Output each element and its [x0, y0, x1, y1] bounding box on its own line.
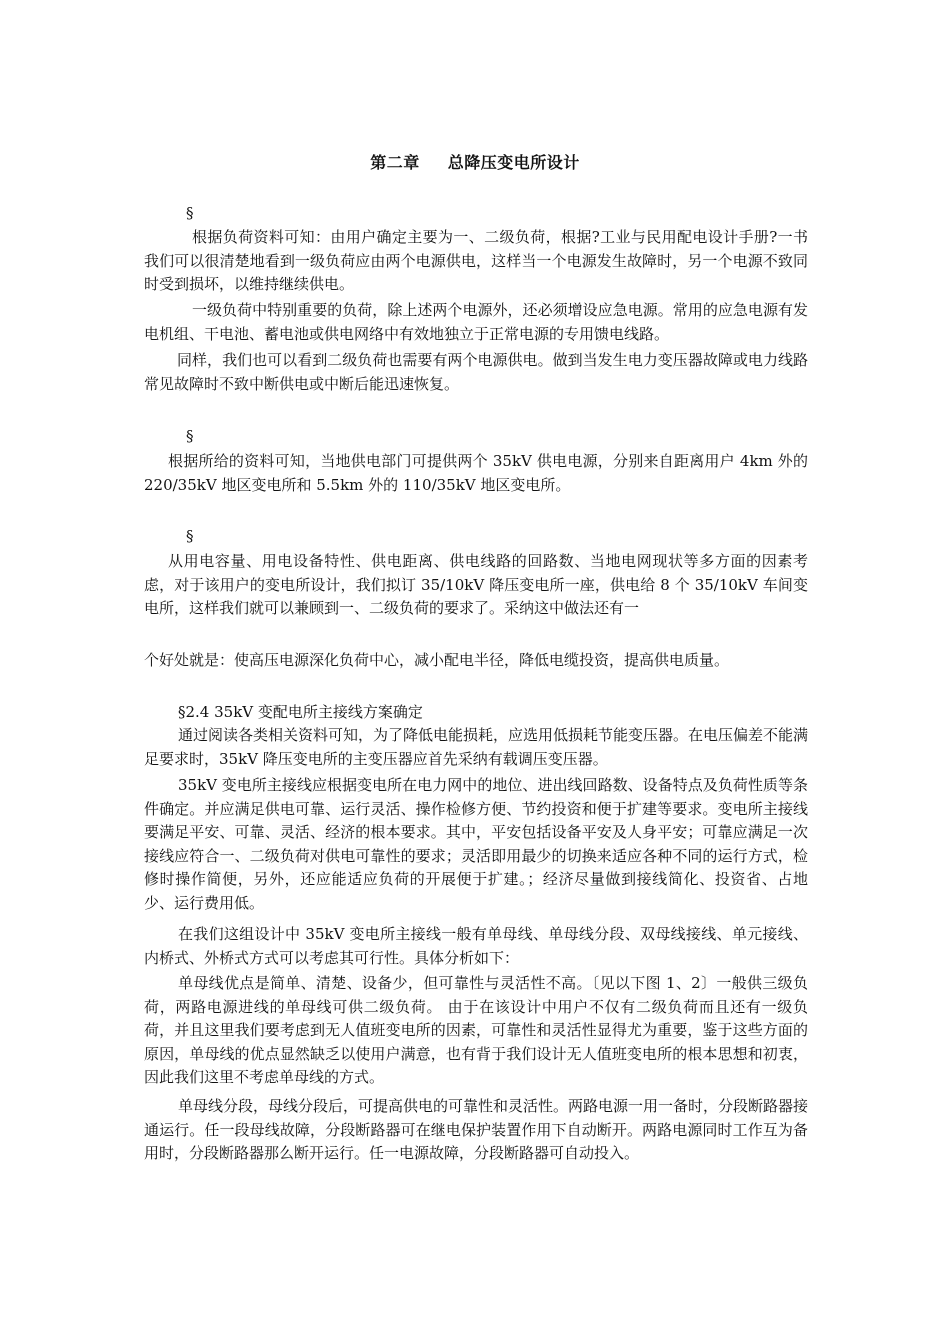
section-mark-1: §	[186, 204, 194, 222]
section-2-paragraph-1: 根据所给的资料可知，当地供电部门可提供两个 35kV 供电电源，分别来自距离用户 4km 外的 220/35kV 地区变电所和 5.5km 外的 110/35kV 地区变电所。	[144, 452, 808, 494]
section-mark-2: §	[186, 427, 194, 445]
section-3-paragraph-2: 个好处就是：使高压电源深化负荷中心，减小配电半径，降低电缆投资，提高供电质量。	[144, 651, 730, 669]
section-4-paragraph-4: 单母线优点是简单、清楚、设备少，但可靠性与灵活性不高。〔见以下图 1、2〕一般供三级负荷，两路电源进线的单母线可供二级负荷。 由于在该设计中用户不仅有二级负荷而且还有一级负荷，并且这里我们要考虑到无人值班变电所的因素，可靠性和灵活性显得尤为重要，鉴于这些方面的原因，单母线的优点显然缺乏以使用户满意，也有背于我们设计无人值班变电所的根本思想和初衷，因此我们这里不考虑单母线的方式。	[144, 974, 808, 1086]
section-1-paragraph-3: 同样，我们也可以看到二级负荷也需要有两个电源供电。做到当发生电力变压器故障或电力线路常见故障时不致中断供电或中断后能迅速恢复。	[144, 351, 808, 393]
section-1-paragraph-2: 一级负荷中特别重要的负荷，除上述两个电源外，还必须增设应急电源。常用的应急电源有发电机组、干电池、蓄电池或供电网络中有效地独立于正常电源的专用馈电线路。	[144, 301, 808, 343]
section-1-paragraph-1: 根据负荷资料可知：由用户确定主要为一、二级负荷，根据?工业与民用配电设计手册?一书我们可以很清楚地看到一级负荷应由两个电源供电，这样当一个电源发生故障时，另一个电源不致同时受到损坏，以维持继续供电。	[144, 228, 808, 293]
chapter-name: 总降压变电所设计	[447, 153, 580, 172]
chapter-title	[0, 150, 950, 173]
section-4-paragraph-5: 单母线分段，母线分段后，可提高供电的可靠性和灵活性。两路电源一用一备时，分段断路器接通运行。任一段母线故障，分段断路器可在继电保护装置作用下自动断开。两路电源同时工作互为备用时，分段断路器那么断开运行。任一电源故障，分段断路器可自动投入。	[144, 1097, 809, 1162]
section-heading-2-4: §2.4 35kV 变配电所主接线方案确定	[178, 703, 423, 721]
section-4-paragraph-2: 35kV 变电所主接线应根据变电所在电力网中的地位、进出线回路数、设备特点及负荷性质等条件确定。并应满足供电可靠、运行灵活、操作检修方便、节约投资和便于扩建等要求。变电所主接线要满足平安、可靠、灵活、经济的根本要求。其中，平安包括设备平安及人身平安；可靠应满足一次接线应符合一、二级负荷对供电可靠性的要求；灵活即用最少的切换来适应各种不同的运行方式，检修时操作简便，另外，还应能适应负荷的开展便于扩建。；经济尽量做到接线简化、投资省、占地少、运行费用低。	[144, 776, 808, 912]
section-4-paragraph-3: 在我们这组设计中 35kV 变电所主接线一般有单母线、单母线分段、双母线接线、单元接线、内桥式、外桥式方式可以考虑其可行性。具体分析如下：	[144, 925, 808, 967]
section-4-paragraph-1: 通过阅读各类相关资料可知，为了降低电能损耗，应选用低损耗节能变压器。在电压偏差不能满足要求时，35kV 降压变电所的主变压器应首先采纳有载调压变压器。	[144, 726, 809, 768]
section-mark-3: §	[186, 527, 194, 545]
section-3-paragraph-1: 从用电容量、用电设备特性、供电距离、供电线路的回路数、当地电网现状等多方面的因素考虑，对于该用户的变电所设计，我们拟订 35/10kV 降压变电所一座，供电给 8 个 35/10kV 车间变电所，这样我们就可以兼顾到一、二级负荷的要求了。采纳这中做法还有一	[144, 552, 808, 617]
chapter-number: 第二章	[370, 153, 420, 172]
